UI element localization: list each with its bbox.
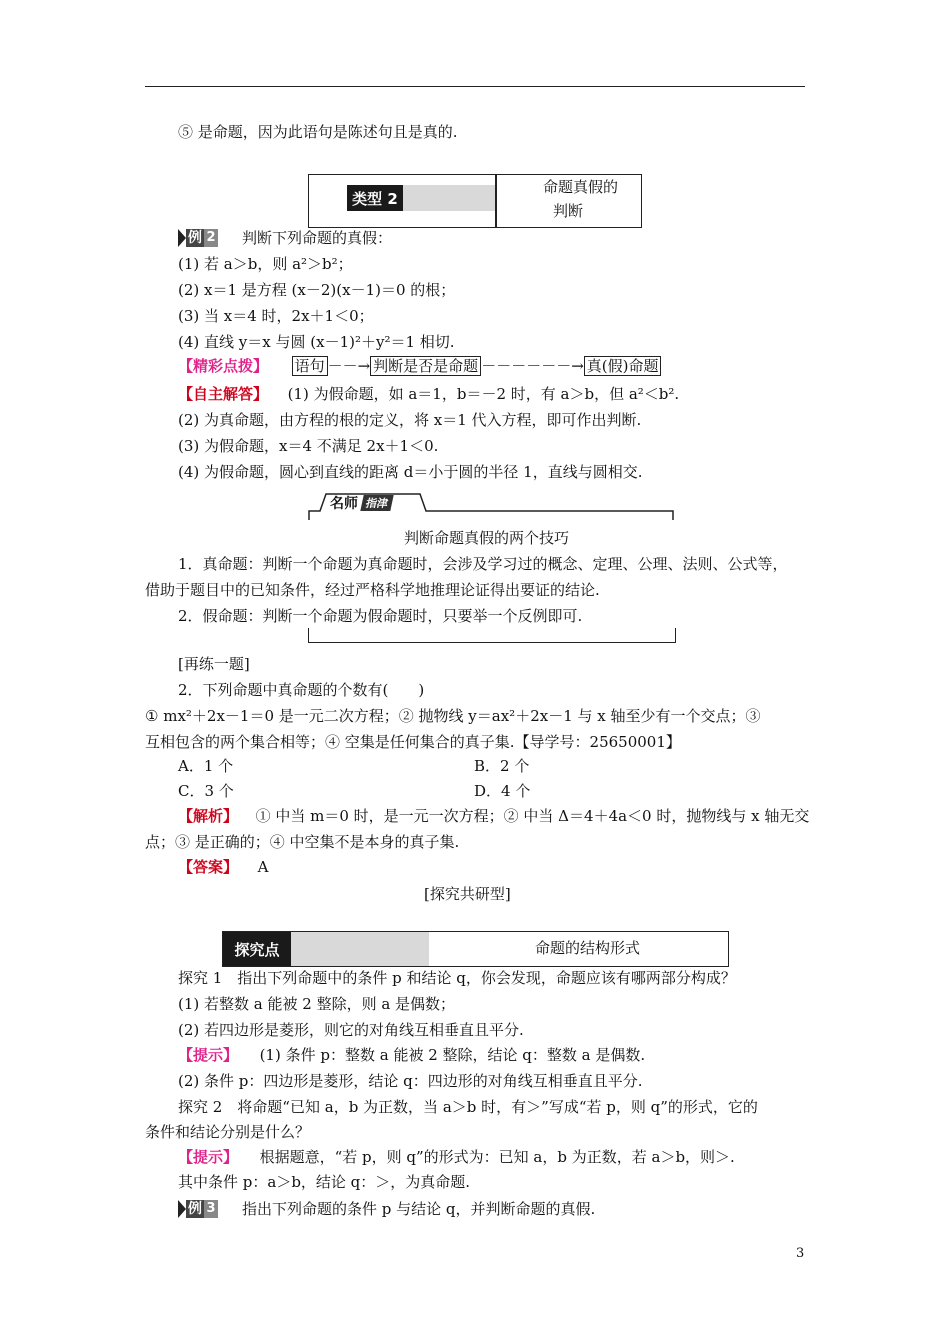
flow-step-1: 语句 xyxy=(292,356,328,376)
example2-item-3: (3) 当 x＝4 时，2x＋1＜0； xyxy=(178,307,374,325)
answer-row xyxy=(178,857,268,877)
explore2-hint-row xyxy=(178,1147,735,1167)
flow-arrow-1: －－→ xyxy=(327,357,371,375)
hint-label: 【精彩点拨】 xyxy=(178,357,269,375)
type2-title-1: 命题真假的 xyxy=(543,178,619,196)
example2-item-2: (2) x＝1 是方程 (x－2)(x－1)＝0 的根； xyxy=(178,281,456,299)
teacher-p2: 2．假命题：判断一个命题为假命题时，只要举一个反例即可. xyxy=(178,607,583,625)
solution-line-1: (1) 为假命题，如 a＝1，b＝－2 时，有 a＞b，但 a²＜b². xyxy=(287,385,680,403)
example3-stem: 指出下列命题的条件 p 与结论 q，并判断命题的真假. xyxy=(242,1200,596,1218)
explore1-hint-line-2: (2) 条件 p：四边形是菱形，结论 q：四边形的对角线互相垂直且平分. xyxy=(178,1072,643,1090)
teacher-badge-left: 名师 xyxy=(330,495,358,512)
option-c: C．3 个 xyxy=(178,782,234,800)
explore-point-title: 命题的结构形式 xyxy=(535,939,641,957)
teacher-p1-line2: 借助于题目中的已知条件，经过严格科学地推理论证得出要证的结论. xyxy=(145,581,600,599)
explore2-question-1: 探究 2 将命题“已知 a，b 为正数，当 a＞b 时，有＞”写成“若 p，则 q”的形式，它的 xyxy=(178,1098,758,1116)
analysis-line-2: 点；③ 是正确的；④ 中空集不是本身的真子集. xyxy=(145,833,460,851)
example3-label xyxy=(178,1199,218,1219)
example3-number: 3 xyxy=(204,1200,218,1218)
explore2-hint-line-2: 其中条件 p：a＞b，结论 q：＞，为真命题. xyxy=(178,1173,471,1191)
solution-row-1 xyxy=(178,384,679,404)
explore1-item-2: (2) 若四边形是菱形，则它的对角线互相垂直且平分. xyxy=(178,1021,524,1039)
section-header: [探究共研型] xyxy=(424,885,511,903)
example2-item-1: (1) 若 a＞b，则 a²＞b²； xyxy=(178,255,353,273)
analysis-line-1: ① 中当 m＝0 时，是一元一次方程；② 中当 Δ＝4＋4a＜0 时，抛物线与 x 轴无交 xyxy=(255,807,810,825)
solution-label: 【自主解答】 xyxy=(178,385,269,403)
option-b: B．2 个 xyxy=(474,757,530,775)
page-number: 3 xyxy=(796,1246,805,1261)
practice-stem-2: 互相包含的两个集合相等；④ 空集是任何集合的真子集.【导学号：25650001】 xyxy=(145,733,681,751)
explore-point-tag-label: 探究点 xyxy=(223,932,291,966)
example3-ex: 例 xyxy=(188,1201,202,1217)
explore1-hint-label: 【提示】 xyxy=(178,1046,239,1064)
practice-question: 2．下列命题中真命题的个数有( ) xyxy=(178,681,425,699)
teacher-badge xyxy=(330,494,418,511)
teacher-tips-header xyxy=(308,493,674,521)
example2-hint-row xyxy=(178,356,661,376)
teacher-p1-line1: 1．真命题：判断一个命题为真命题时，会涉及学习过的概念、定理、公理、法则、公式等， xyxy=(178,555,788,573)
practice-stem-1: ① mx²＋2x－1＝0 是一元二次方程；② 抛物线 y＝ax²＋2x－1 与 x 轴至少有一个交点；③ xyxy=(145,707,761,725)
explore2-hint-label: 【提示】 xyxy=(178,1148,239,1166)
flow-arrow-2: －－－－－－→ xyxy=(481,357,584,375)
explore1-question: 探究 1 指出下列命题中的条件 p 和结论 q，你会发现，命题应该有哪两部分构成？ xyxy=(178,969,736,987)
explore1-hint-row xyxy=(178,1045,645,1065)
example-arrow-icon xyxy=(178,229,186,247)
solution-line-2: (2) 为真命题，由方程的根的定义，将 x＝1 代入方程，即可作出判断. xyxy=(178,411,642,429)
answer-value: A xyxy=(257,858,269,876)
teacher-badge-right: 指津 xyxy=(360,495,393,511)
example2-item-4: (4) 直线 y＝x 与圆 (x－1)²＋y²＝1 相切. xyxy=(178,333,455,351)
option-a: A．1 个 xyxy=(178,757,234,775)
example-arrow-icon xyxy=(178,1200,186,1218)
explore2-hint-line-1: 根据题意，“若 p，则 q”的形式为：已知 a，b 为正数，若 a＞b，则＞. xyxy=(259,1148,735,1166)
explore1-item-1: (1) 若整数 a 能被 2 整除，则 a 是偶数； xyxy=(178,995,456,1013)
type2-tag-label: 类型 2 xyxy=(347,185,403,211)
flow-step-2: 判断是否是命题 xyxy=(370,356,481,376)
answer-label: 【答案】 xyxy=(178,858,239,876)
explore1-hint-line-1: (1) 条件 p：整数 a 能被 2 整除，结论 q：整数 a 是偶数. xyxy=(259,1046,646,1064)
type2-title-2: 判断 xyxy=(553,202,584,220)
teacher-bracket-bottom xyxy=(308,628,676,643)
intro-line: ⑤ 是命题，因为此语句是陈述句且是真的. xyxy=(178,123,458,141)
analysis-row-1 xyxy=(178,806,809,826)
example2-label xyxy=(178,228,218,248)
header-rule xyxy=(145,86,805,87)
teacher-title: 判断命题真假的两个技巧 xyxy=(404,529,570,547)
example2-stem: 判断下列命题的真假： xyxy=(242,229,393,247)
type2-divider xyxy=(495,175,497,227)
type2-tag xyxy=(347,185,495,211)
solution-line-4: (4) 为假命题，圆心到直线的距离 d＝小于圆的半径 1，直线与圆相交. xyxy=(178,463,643,481)
practice-header: [再练一题] xyxy=(178,655,250,673)
option-d: D．4 个 xyxy=(474,782,531,800)
example2-number: 2 xyxy=(204,229,218,247)
explore-point-tag xyxy=(223,932,429,966)
example2-ex: 例 xyxy=(188,230,202,246)
solution-line-3: (3) 为假命题，x＝4 不满足 2x＋1＜0. xyxy=(178,437,439,455)
explore-point-box xyxy=(222,931,729,967)
explore2-question-2: 条件和结论分别是什么？ xyxy=(145,1123,311,1141)
flow-step-3: 真(假)命题 xyxy=(584,356,662,376)
type2-box xyxy=(308,174,642,228)
analysis-label: 【解析】 xyxy=(178,807,239,825)
